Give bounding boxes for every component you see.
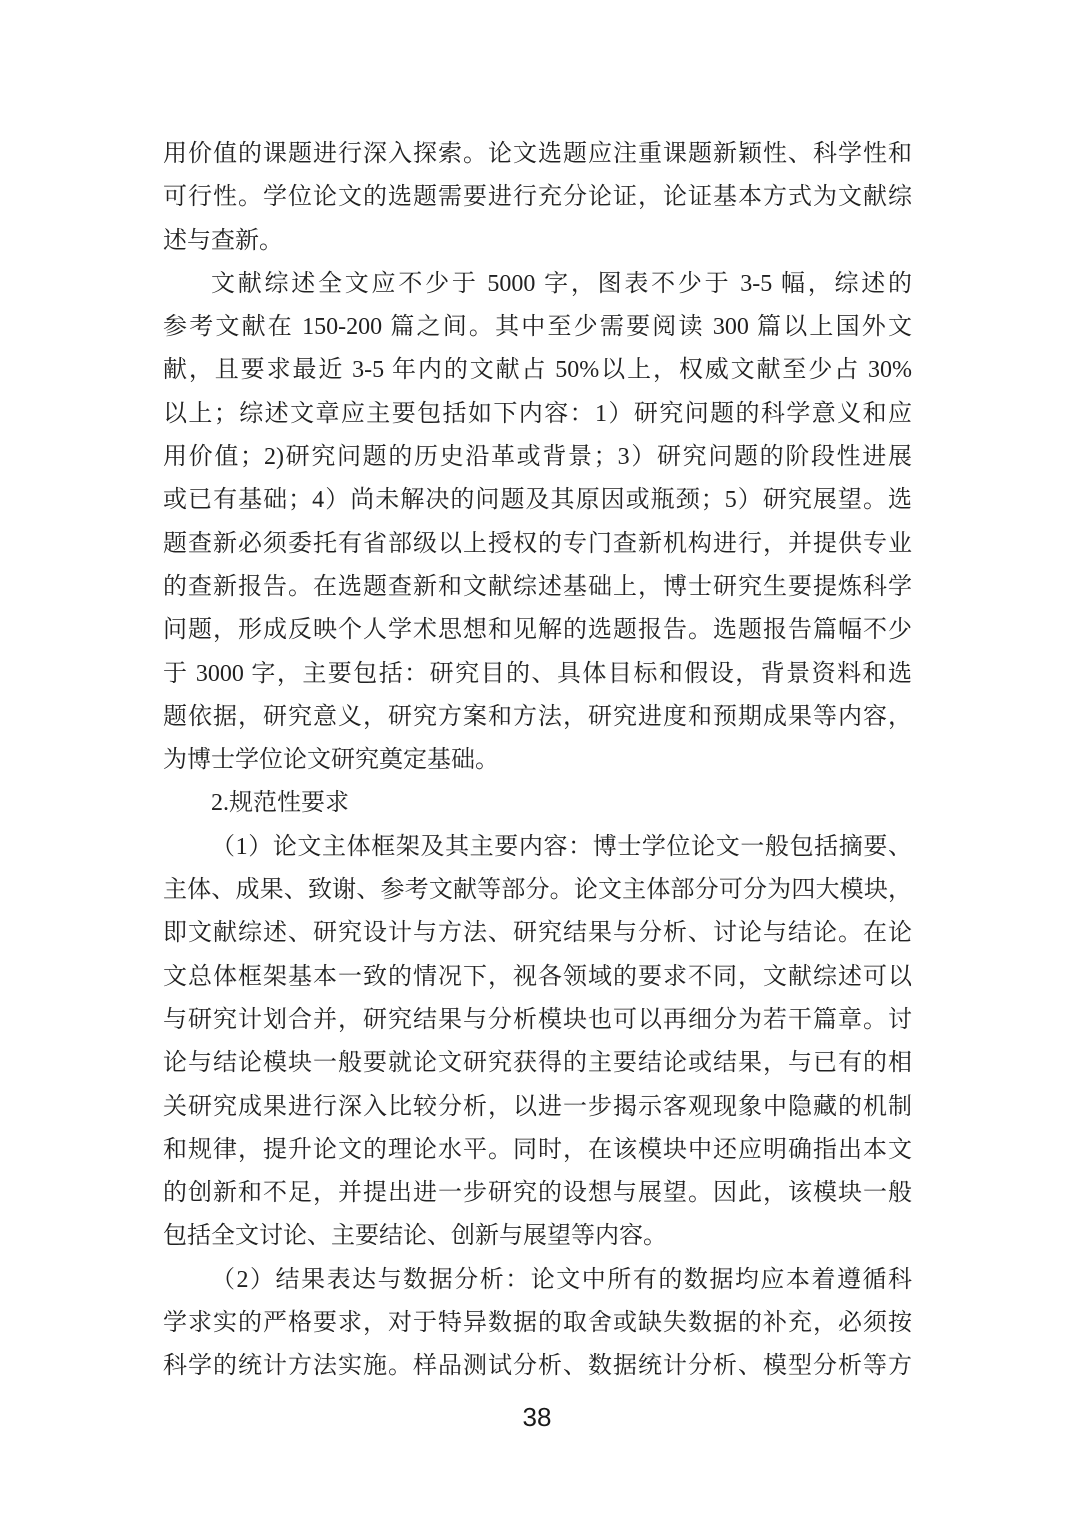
paragraph	[163, 263, 912, 783]
text-line: 可行性。学位论文的选题需要进行充分论证，论证基本方式为文献综	[163, 184, 912, 211]
text-line: 主体、成果、致谢、参考文献等部分。论文主体部分可分为四大模块，	[163, 877, 912, 904]
text-line: 文献综述全文应不少于 5000 字，图表不少于 3-5 幅，综述的	[211, 270, 912, 297]
page-footer	[0, 1402, 1074, 1432]
text-line: 用价值的课题进行深入探索。论文选题应注重课题新颖性、科学性和	[163, 141, 912, 167]
text-line: 与研究计划合并，研究结果与分析模块也可以再细分为若干篇章。讨	[163, 1006, 912, 1033]
text-line: 献，且要求最近 3-5 年内的文献占 50%以上，权威文献至少占 30%	[163, 357, 912, 384]
text-line: 题依据，研究意义，研究方案和方法，研究进度和预期成果等内容，	[163, 703, 912, 730]
text-line: 以上；综述文章应主要包括如下内容：1）研究问题的科学意义和应	[163, 400, 912, 427]
text-line: 和规律，提升论文的理论水平。同时，在该模块中还应明确指出本文	[163, 1136, 912, 1163]
document-body	[163, 133, 912, 1389]
text-line: 为博士学位论文研究奠定基础。	[163, 747, 499, 774]
paragraph	[163, 133, 912, 263]
text-line: 关研究成果进行深入比较分析，以进一步揭示客观现象中隐藏的机制	[163, 1093, 912, 1120]
paragraph	[163, 782, 912, 825]
text-line: 用价值；2)研究问题的历史沿革或背景；3）研究问题的阶段性进展	[163, 444, 912, 471]
text-line: （2）结果表达与数据分析：论文中所有的数据均应本着遵循科	[211, 1266, 912, 1293]
text-line: 包括全文讨论、主要结论、创新与展望等内容。	[163, 1223, 667, 1250]
text-line: 的查新报告。在选题查新和文献综述基础上，博士研究生要提炼科学	[163, 573, 912, 600]
text-line: 2.规范性要求	[211, 790, 349, 817]
text-line: 题查新必须委托有省部级以上授权的专门查新机构进行，并提供专业	[163, 530, 912, 557]
text-line: 于 3000 字，主要包括：研究目的、具体目标和假设，背景资料和选	[163, 660, 912, 687]
text-line: 述与查新。	[163, 227, 283, 254]
text-line: 学求实的严格要求，对于特异数据的取舍或缺失数据的补充，必须按	[163, 1310, 912, 1337]
text-line: 或已有基础；4）尚未解决的问题及其原因或瓶颈；5）研究展望。选	[163, 487, 912, 514]
paragraph	[163, 826, 912, 1259]
text-line: 文总体框架基本一致的情况下，视各领域的要求不同，文献综述可以	[163, 963, 912, 990]
text-line: （1）论文主体框架及其主要内容：博士学位论文一般包括摘要、	[211, 833, 912, 860]
text-line: 的创新和不足，并提出进一步研究的设想与展望。因此，该模块一般	[163, 1180, 912, 1207]
paragraph	[163, 1259, 912, 1389]
text-line: 即文献综述、研究设计与方法、研究结果与分析、讨论与结论。在论	[163, 920, 912, 947]
text-line: 问题，形成反映个人学术思想和见解的选题报告。选题报告篇幅不少	[163, 617, 912, 644]
text-line: 参考文献在 150-200 篇之间。其中至少需要阅读 300 篇以上国外文	[163, 314, 912, 341]
text-line: 论与结论模块一般要就论文研究获得的主要结论或结果，与已有的相	[163, 1050, 912, 1077]
text-line: 科学的统计方法实施。样品测试分析、数据统计分析、模型分析等方	[163, 1353, 912, 1380]
page-number: 38	[522, 1402, 552, 1432]
